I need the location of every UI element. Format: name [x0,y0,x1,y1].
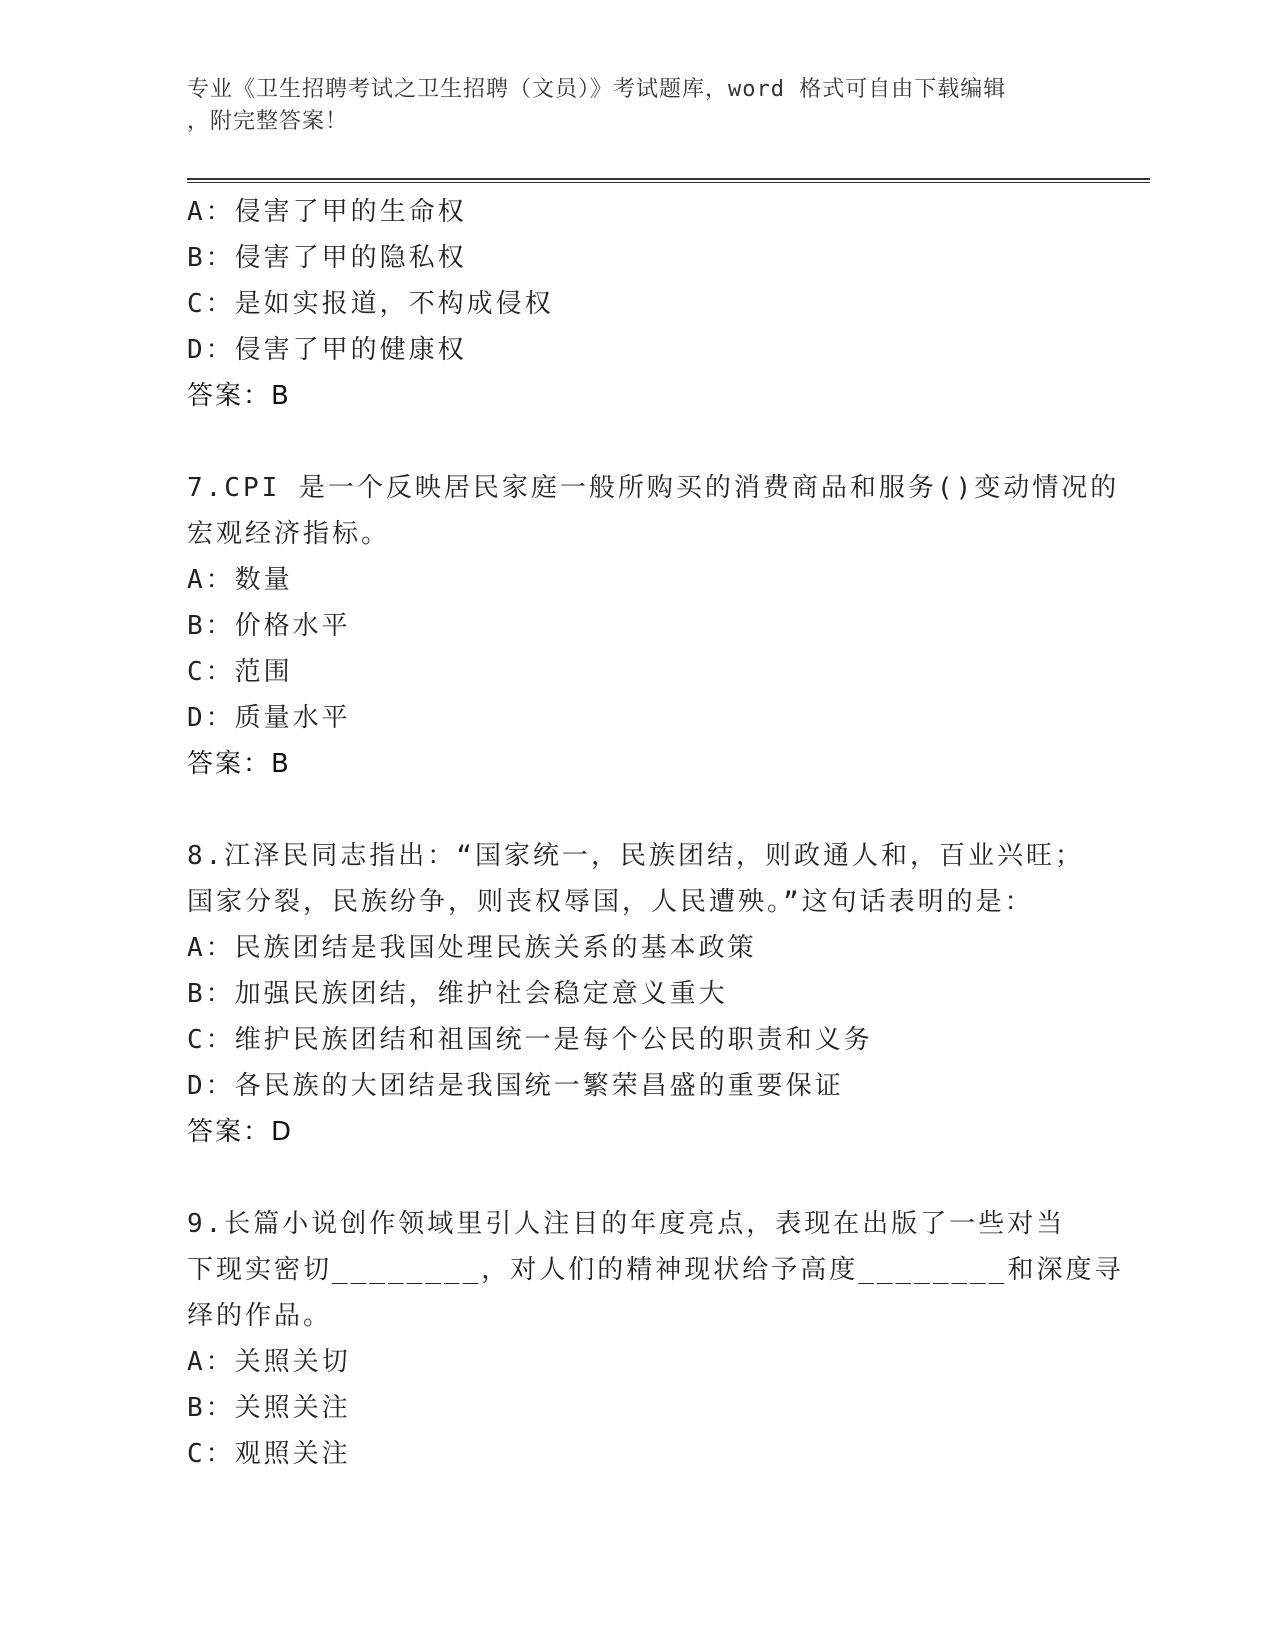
q6-option-b: B：侵害了甲的隐私权 [187,243,467,273]
q9-option-b: B：关照关注 [187,1393,351,1423]
question-6 [187,189,1087,419]
q7-option-d: D：质量水平 [187,703,351,733]
q7-option-c: C：范围 [187,657,293,687]
q7-option-a: A：数量 [187,565,293,595]
q9-option-c: C：观照关注 [187,1439,351,1469]
q8-option-a: A：民族团结是我国处理民族关系的基本政策 [187,933,757,963]
q7-stem-line-2: 宏观经济指标。 [187,519,391,549]
q8-stem-line-1: 8.江泽民同志指出：“国家统一，民族团结，则政通人和，百业兴旺； [187,841,1084,871]
spacer [187,419,1087,465]
q6-option-a: A：侵害了甲的生命权 [187,197,467,227]
q9-stem-line-2: 下现实密切________，对人们的精神现状给予高度________和深度寻 [187,1255,1124,1285]
q7-stem-line-1: 7.CPI 是一个反映居民家庭一般所购买的消费商品和服务()变动情况的 [187,473,1120,503]
document-header [187,74,1087,138]
header-line-2: ，附完整答案！ [187,109,349,134]
q9-stem-line-3: 绎的作品。 [187,1301,333,1331]
document-body [187,189,1124,1477]
q9-stem-line-1: 9.长篇小说创作领域里引人注目的年度亮点，表现在出版了一些对当 [187,1209,1066,1239]
q8-answer: 答案：D [187,1117,294,1147]
q6-option-c: C：是如实报道，不构成侵权 [187,289,554,319]
q8-stem-line-2: 国家分裂，民族纷争，则丧权辱国，人民遭殃。”这句话表明的是： [187,887,1034,917]
q8-option-b: B：加强民族团结，维护社会稳定意义重大 [187,979,728,1009]
spacer [187,787,1087,833]
q8-option-d: D：各民族的大团结是我国统一繁荣昌盛的重要保证 [187,1071,844,1101]
question-8 [187,833,1087,1155]
q8-option-c: C：维护民族团结和祖国统一是每个公民的职责和义务 [187,1025,873,1055]
header-divider-thin [187,182,1150,183]
q6-answer: 答案：B [187,381,291,411]
question-7 [187,465,1120,787]
q7-answer: 答案：B [187,749,291,779]
q9-option-a: A：关照关切 [187,1347,351,1377]
q7-option-b: B：价格水平 [187,611,351,641]
question-9 [187,1201,1124,1477]
header-line-1: 专业《卫生招聘考试之卫生招聘（文员）》考试题库，word 格式可自由下载编辑 [187,77,1007,102]
spacer [187,1155,1087,1201]
q6-option-d: D：侵害了甲的健康权 [187,335,467,365]
header-divider-thick [187,178,1150,180]
